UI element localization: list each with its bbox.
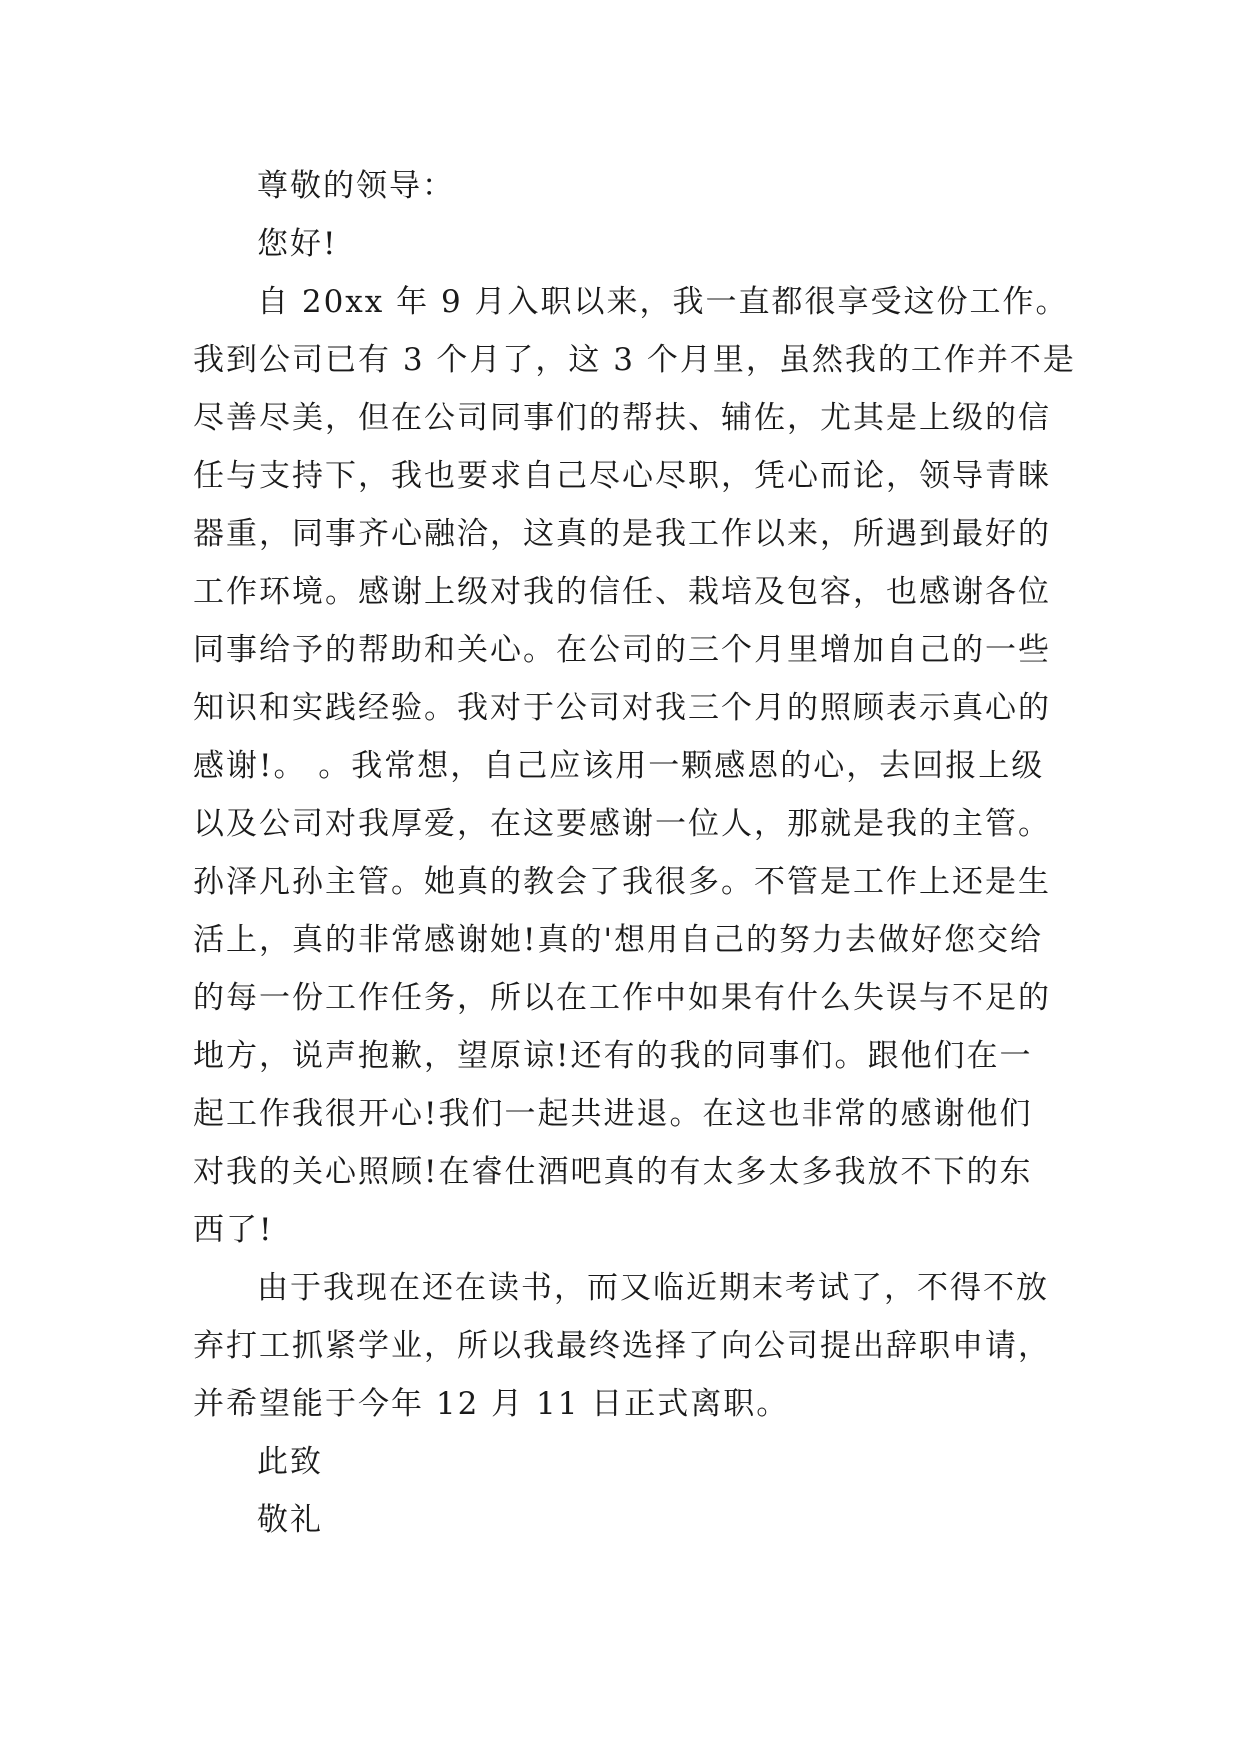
- resignation-letter: [193, 157, 1076, 1549]
- closing: 此致: [257, 1444, 323, 1480]
- paragraph-line: 活上，真的非常感谢她!真的'想用自己的努力去做好您交给: [193, 922, 1043, 958]
- paragraph-line: 西了!: [193, 1212, 274, 1248]
- paragraph-line: 同事给予的帮助和关心。在公司的三个月里增加自己的一些: [193, 632, 1051, 668]
- paragraph-1: [193, 273, 1076, 1259]
- paragraph-line: 任与支持下，我也要求自己尽心尽职，凭心而论，领导青睐: [193, 458, 1051, 494]
- salutation: 尊敬的领导：: [257, 168, 455, 204]
- paragraph-line: 由于我现在还在读书，而又临近期末考试了，不得不放: [257, 1270, 1049, 1306]
- paragraph-line: 感谢!。 。我常想，自己应该用一颗感恩的心，去回报上级: [193, 748, 1045, 784]
- paragraph-line: 弃打工抓紧学业，所以我最终选择了向公司提出辞职申请，: [193, 1328, 1051, 1364]
- greeting: 您好!: [257, 226, 338, 262]
- paragraph-line: 并希望能于今年 12 月 11 日正式离职。: [193, 1386, 790, 1422]
- paragraph-line: 对我的关心照顾!在睿仕酒吧真的有太多太多我放不下的东: [193, 1154, 1033, 1190]
- paragraph-line: 自 20xx 年 9 月入职以来，我一直都很享受这份工作。: [257, 284, 1069, 320]
- paragraph-2: [193, 1259, 1053, 1433]
- paragraph-line: 以及公司对我厚爱，在这要感谢一位人，那就是我的主管。: [193, 806, 1051, 842]
- paragraph-line: 知识和实践经验。我对于公司对我三个月的照顾表示真心的: [193, 690, 1051, 726]
- paragraph-line: 孙泽凡孙主管。她真的教会了我很多。不管是工作上还是生: [193, 864, 1051, 900]
- paragraph-line: 我到公司已有 3 个月了，这 3 个月里，虽然我的工作并不是: [193, 342, 1076, 378]
- paragraph-line: 工作环境。感谢上级对我的信任、栽培及包容，也感谢各位: [193, 574, 1051, 610]
- paragraph-line: 的每一份工作任务，所以在工作中如果有什么失误与不足的: [193, 980, 1051, 1016]
- paragraph-line: 器重，同事齐心融洽，这真的是我工作以来，所遇到最好的: [193, 516, 1051, 552]
- regards: 敬礼: [257, 1502, 323, 1538]
- paragraph-line: 地方，说声抱歉，望原谅!还有的我的同事们。跟他们在一: [193, 1038, 1033, 1074]
- paragraph-line: 起工作我很开心!我们一起共进退。在这也非常的感谢他们: [193, 1096, 1033, 1132]
- paragraph-line: 尽善尽美，但在公司同事们的帮扶、辅佐，尤其是上级的信: [193, 400, 1051, 436]
